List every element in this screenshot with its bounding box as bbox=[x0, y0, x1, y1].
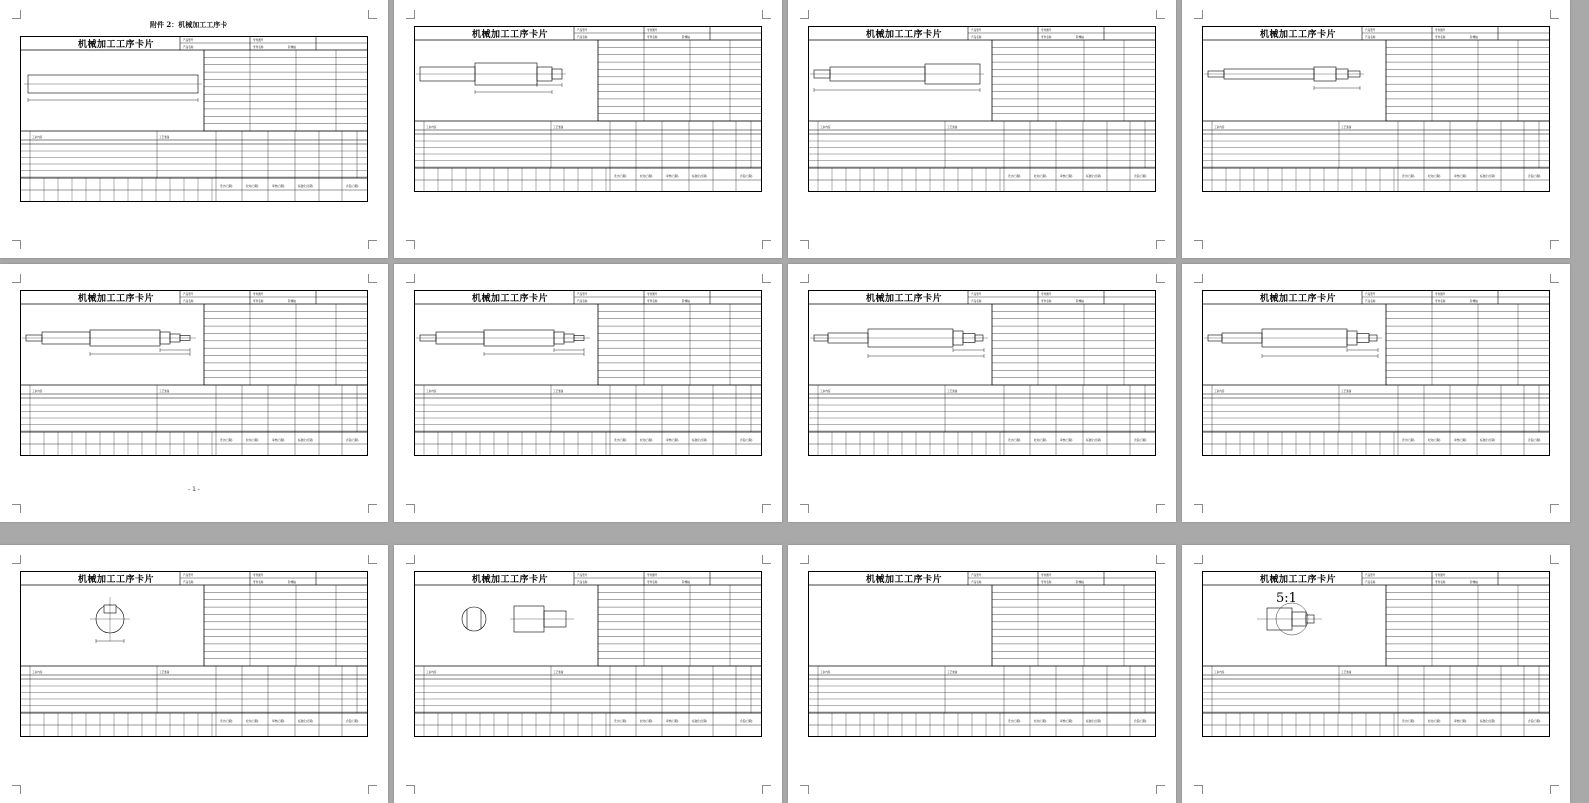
svg-text:设计(日期): 设计(日期) bbox=[1402, 720, 1415, 723]
svg-text:校对(日期): 校对(日期) bbox=[1034, 439, 1047, 442]
crop-mark bbox=[762, 504, 771, 513]
svg-text:产品型号: 产品型号 bbox=[1365, 29, 1376, 32]
crop-mark bbox=[800, 555, 809, 564]
svg-text:工艺装备: 工艺装备 bbox=[159, 136, 170, 139]
crop-mark bbox=[12, 555, 21, 564]
crop-mark bbox=[368, 10, 377, 19]
crop-mark bbox=[1194, 504, 1203, 513]
crop-mark bbox=[406, 240, 415, 249]
svg-text:工步内容: 工步内容 bbox=[426, 390, 437, 393]
svg-text:阶梯轴: 阶梯轴 bbox=[682, 300, 690, 303]
svg-text:工步内容: 工步内容 bbox=[820, 671, 831, 674]
crop-mark bbox=[762, 240, 771, 249]
svg-text:校对(日期): 校对(日期) bbox=[1428, 439, 1441, 442]
part-drawing bbox=[1204, 329, 1382, 358]
card-title: 机械加工工序卡片 bbox=[472, 294, 549, 304]
svg-text:工艺装备: 工艺装备 bbox=[553, 126, 564, 129]
svg-text:设计(日期): 设计(日期) bbox=[1008, 720, 1021, 723]
svg-text:工步内容: 工步内容 bbox=[426, 126, 437, 129]
svg-text:校对(日期): 校对(日期) bbox=[246, 185, 259, 188]
crop-mark bbox=[1194, 240, 1203, 249]
part-drawing bbox=[416, 63, 566, 94]
svg-text:会签(日期): 会签(日期) bbox=[346, 185, 359, 188]
crop-mark bbox=[368, 555, 377, 564]
part-drawing bbox=[24, 75, 202, 102]
card-table bbox=[414, 26, 762, 192]
crop-mark bbox=[1550, 555, 1559, 564]
document-page bbox=[1182, 545, 1570, 803]
svg-text:校对(日期): 校对(日期) bbox=[1034, 175, 1047, 178]
crop-mark bbox=[368, 504, 377, 513]
svg-text:零件名称: 零件名称 bbox=[1435, 581, 1446, 584]
svg-text:产品型号: 产品型号 bbox=[971, 29, 982, 32]
svg-text:标准化(日期): 标准化(日期) bbox=[1480, 175, 1495, 178]
crop-mark bbox=[12, 274, 21, 283]
crop-mark bbox=[12, 504, 21, 513]
svg-text:阶梯轴: 阶梯轴 bbox=[682, 581, 690, 584]
crop-mark bbox=[762, 555, 771, 564]
crop-mark bbox=[762, 274, 771, 283]
svg-text:阶梯轴: 阶梯轴 bbox=[288, 46, 296, 49]
crop-mark bbox=[1550, 504, 1559, 513]
svg-text:产品型号: 产品型号 bbox=[577, 574, 588, 577]
svg-text:零件图号: 零件图号 bbox=[647, 574, 658, 577]
svg-text:产品型号: 产品型号 bbox=[577, 293, 588, 296]
svg-text:阶梯轴: 阶梯轴 bbox=[1470, 36, 1478, 39]
svg-text:校对(日期): 校对(日期) bbox=[640, 175, 653, 178]
process-card bbox=[414, 290, 762, 456]
svg-text:标准化(日期): 标准化(日期) bbox=[1086, 175, 1101, 178]
svg-text:设计(日期): 设计(日期) bbox=[1402, 175, 1415, 178]
svg-text:会签(日期): 会签(日期) bbox=[1134, 175, 1147, 178]
svg-text:产品名称: 产品名称 bbox=[183, 300, 194, 303]
svg-text:零件名称: 零件名称 bbox=[253, 300, 264, 303]
svg-text:会签(日期): 会签(日期) bbox=[346, 439, 359, 442]
svg-text:工艺装备: 工艺装备 bbox=[1341, 126, 1352, 129]
svg-text:零件图号: 零件图号 bbox=[647, 29, 658, 32]
crop-mark bbox=[12, 10, 21, 19]
svg-text:工艺装备: 工艺装备 bbox=[947, 671, 958, 674]
svg-text:零件名称: 零件名称 bbox=[1435, 36, 1446, 39]
svg-text:产品名称: 产品名称 bbox=[183, 46, 194, 49]
svg-text:会签(日期): 会签(日期) bbox=[1528, 439, 1541, 442]
svg-text:零件图号: 零件图号 bbox=[1041, 293, 1052, 296]
part-drawing bbox=[1257, 603, 1322, 635]
card-title: 机械加工工序卡片 bbox=[472, 30, 549, 40]
crop-mark bbox=[1550, 274, 1559, 283]
svg-text:会签(日期): 会签(日期) bbox=[1134, 439, 1147, 442]
part-drawing bbox=[22, 330, 196, 356]
crop-mark bbox=[800, 240, 809, 249]
svg-text:工艺装备: 工艺装备 bbox=[553, 390, 564, 393]
svg-text:零件图号: 零件图号 bbox=[253, 39, 264, 42]
svg-text:设计(日期): 设计(日期) bbox=[614, 439, 627, 442]
process-card bbox=[1202, 26, 1550, 192]
svg-text:校对(日期): 校对(日期) bbox=[246, 439, 259, 442]
svg-text:设计(日期): 设计(日期) bbox=[220, 185, 233, 188]
svg-text:标准化(日期): 标准化(日期) bbox=[1480, 439, 1495, 442]
crop-mark bbox=[368, 274, 377, 283]
svg-text:工步内容: 工步内容 bbox=[820, 390, 831, 393]
card-table bbox=[1202, 26, 1550, 192]
svg-text:零件名称: 零件名称 bbox=[1041, 581, 1052, 584]
svg-text:会签(日期): 会签(日期) bbox=[740, 439, 753, 442]
process-card bbox=[20, 290, 368, 456]
svg-text:产品型号: 产品型号 bbox=[577, 29, 588, 32]
svg-text:工步内容: 工步内容 bbox=[32, 390, 43, 393]
svg-text:校对(日期): 校对(日期) bbox=[640, 439, 653, 442]
part-drawing bbox=[462, 606, 574, 632]
svg-text:产品名称: 产品名称 bbox=[971, 36, 982, 39]
svg-text:设计(日期): 设计(日期) bbox=[1008, 439, 1021, 442]
svg-text:设计(日期): 设计(日期) bbox=[614, 720, 627, 723]
svg-text:工艺装备: 工艺装备 bbox=[159, 390, 170, 393]
svg-text:工艺装备: 工艺装备 bbox=[947, 126, 958, 129]
svg-text:阶梯轴: 阶梯轴 bbox=[1076, 300, 1084, 303]
crop-mark bbox=[1156, 274, 1165, 283]
svg-text:零件图号: 零件图号 bbox=[1435, 293, 1446, 296]
svg-text:工步内容: 工步内容 bbox=[32, 671, 43, 674]
svg-text:产品型号: 产品型号 bbox=[183, 293, 194, 296]
svg-text:设计(日期): 设计(日期) bbox=[614, 175, 627, 178]
svg-text:标准化(日期): 标准化(日期) bbox=[298, 439, 313, 442]
svg-text:产品名称: 产品名称 bbox=[577, 36, 588, 39]
svg-text:设计(日期): 设计(日期) bbox=[1008, 175, 1021, 178]
svg-text:审核(日期): 审核(日期) bbox=[272, 720, 285, 723]
document-page bbox=[788, 0, 1176, 258]
crop-mark bbox=[800, 785, 809, 794]
document-page bbox=[788, 264, 1176, 522]
card-table bbox=[20, 571, 368, 737]
process-card bbox=[20, 571, 368, 737]
svg-text:零件名称: 零件名称 bbox=[647, 36, 658, 39]
svg-text:零件名称: 零件名称 bbox=[1041, 300, 1052, 303]
svg-text:产品名称: 产品名称 bbox=[1365, 36, 1376, 39]
crop-mark bbox=[800, 274, 809, 283]
svg-text:校对(日期): 校对(日期) bbox=[1034, 720, 1047, 723]
svg-text:审核(日期): 审核(日期) bbox=[272, 439, 285, 442]
svg-text:阶梯轴: 阶梯轴 bbox=[1076, 36, 1084, 39]
svg-text:阶梯轴: 阶梯轴 bbox=[682, 36, 690, 39]
svg-text:标准化(日期): 标准化(日期) bbox=[1086, 439, 1101, 442]
svg-text:设计(日期): 设计(日期) bbox=[220, 439, 233, 442]
svg-text:零件名称: 零件名称 bbox=[1041, 36, 1052, 39]
svg-text:零件图号: 零件图号 bbox=[1435, 29, 1446, 32]
svg-text:审核(日期): 审核(日期) bbox=[666, 720, 679, 723]
svg-text:审核(日期): 审核(日期) bbox=[272, 185, 285, 188]
crop-mark bbox=[368, 785, 377, 794]
svg-text:会签(日期): 会签(日期) bbox=[1528, 720, 1541, 723]
svg-text:零件名称: 零件名称 bbox=[647, 300, 658, 303]
svg-text:阶梯轴: 阶梯轴 bbox=[1470, 300, 1478, 303]
process-card bbox=[808, 571, 1156, 737]
svg-text:会签(日期): 会签(日期) bbox=[740, 175, 753, 178]
card-table bbox=[1202, 571, 1550, 737]
svg-text:工艺装备: 工艺装备 bbox=[159, 671, 170, 674]
card-title: 机械加工工序卡片 bbox=[78, 40, 155, 50]
document-page bbox=[394, 264, 782, 522]
card-table bbox=[808, 290, 1156, 456]
svg-text:产品名称: 产品名称 bbox=[1365, 581, 1376, 584]
crop-mark bbox=[368, 240, 377, 249]
svg-text:零件名称: 零件名称 bbox=[253, 581, 264, 584]
part-drawing bbox=[810, 64, 984, 92]
document-page bbox=[0, 264, 388, 522]
svg-text:标准化(日期): 标准化(日期) bbox=[692, 720, 707, 723]
card-title: 机械加工工序卡片 bbox=[866, 294, 943, 304]
process-card bbox=[808, 290, 1156, 456]
svg-text:审核(日期): 审核(日期) bbox=[666, 175, 679, 178]
svg-text:零件名称: 零件名称 bbox=[647, 581, 658, 584]
svg-text:工步内容: 工步内容 bbox=[820, 126, 831, 129]
svg-text:产品型号: 产品型号 bbox=[183, 574, 194, 577]
crop-mark bbox=[406, 504, 415, 513]
document-page bbox=[0, 545, 388, 803]
svg-text:产品型号: 产品型号 bbox=[971, 293, 982, 296]
crop-mark bbox=[1156, 504, 1165, 513]
svg-text:产品型号: 产品型号 bbox=[971, 574, 982, 577]
svg-text:设计(日期): 设计(日期) bbox=[1402, 439, 1415, 442]
svg-text:产品名称: 产品名称 bbox=[971, 581, 982, 584]
crop-mark bbox=[1156, 555, 1165, 564]
svg-text:审核(日期): 审核(日期) bbox=[1060, 439, 1073, 442]
crop-mark bbox=[12, 240, 21, 249]
svg-text:会签(日期): 会签(日期) bbox=[346, 720, 359, 723]
svg-text:审核(日期): 审核(日期) bbox=[1454, 175, 1467, 178]
svg-text:零件图号: 零件图号 bbox=[1041, 574, 1052, 577]
card-table bbox=[20, 290, 368, 456]
crop-mark bbox=[1550, 240, 1559, 249]
card-title: 机械加工工序卡片 bbox=[1260, 30, 1337, 40]
svg-text:审核(日期): 审核(日期) bbox=[1060, 720, 1073, 723]
svg-text:会签(日期): 会签(日期) bbox=[1528, 175, 1541, 178]
svg-text:阶梯轴: 阶梯轴 bbox=[1076, 581, 1084, 584]
card-table bbox=[20, 36, 368, 202]
svg-text:校对(日期): 校对(日期) bbox=[1428, 175, 1441, 178]
crop-mark bbox=[800, 10, 809, 19]
process-card bbox=[414, 571, 762, 737]
card-table bbox=[414, 571, 762, 737]
crop-mark bbox=[1194, 274, 1203, 283]
crop-mark bbox=[12, 785, 21, 794]
svg-text:审核(日期): 审核(日期) bbox=[1454, 720, 1467, 723]
document-page bbox=[394, 0, 782, 258]
scale-label: 5:1 bbox=[1276, 591, 1297, 606]
crop-mark bbox=[1550, 785, 1559, 794]
svg-text:标准化(日期): 标准化(日期) bbox=[298, 720, 313, 723]
svg-text:产品名称: 产品名称 bbox=[577, 581, 588, 584]
card-table bbox=[808, 571, 1156, 737]
svg-text:校对(日期): 校对(日期) bbox=[640, 720, 653, 723]
crop-mark bbox=[1550, 10, 1559, 19]
part-drawing bbox=[90, 597, 130, 643]
part-drawing bbox=[810, 329, 988, 358]
svg-text:校对(日期): 校对(日期) bbox=[1428, 720, 1441, 723]
svg-text:工艺装备: 工艺装备 bbox=[1341, 390, 1352, 393]
svg-text:会签(日期): 会签(日期) bbox=[1134, 720, 1147, 723]
card-table bbox=[414, 290, 762, 456]
crop-mark bbox=[762, 10, 771, 19]
svg-text:工步内容: 工步内容 bbox=[1214, 126, 1225, 129]
document-page bbox=[1182, 264, 1570, 522]
crop-mark bbox=[762, 785, 771, 794]
svg-text:标准化(日期): 标准化(日期) bbox=[692, 175, 707, 178]
svg-text:工艺装备: 工艺装备 bbox=[1341, 671, 1352, 674]
page-number: - 1 - bbox=[188, 486, 200, 493]
svg-text:零件图号: 零件图号 bbox=[1041, 29, 1052, 32]
crop-mark bbox=[1194, 10, 1203, 19]
svg-text:标准化(日期): 标准化(日期) bbox=[298, 185, 313, 188]
process-card bbox=[808, 26, 1156, 192]
card-title: 机械加工工序卡片 bbox=[1260, 294, 1337, 304]
crop-mark bbox=[800, 504, 809, 513]
part-drawing bbox=[416, 330, 590, 356]
svg-text:阶梯轴: 阶梯轴 bbox=[288, 300, 296, 303]
svg-text:审核(日期): 审核(日期) bbox=[1454, 439, 1467, 442]
svg-text:产品名称: 产品名称 bbox=[577, 300, 588, 303]
crop-mark bbox=[1156, 785, 1165, 794]
document-page bbox=[0, 0, 388, 258]
svg-text:工步内容: 工步内容 bbox=[1214, 390, 1225, 393]
crop-mark bbox=[406, 10, 415, 19]
svg-text:工步内容: 工步内容 bbox=[426, 671, 437, 674]
card-title: 机械加工工序卡片 bbox=[866, 575, 943, 585]
svg-text:设计(日期): 设计(日期) bbox=[220, 720, 233, 723]
svg-text:产品型号: 产品型号 bbox=[1365, 574, 1376, 577]
document-page bbox=[394, 545, 782, 803]
crop-mark bbox=[406, 274, 415, 283]
svg-text:标准化(日期): 标准化(日期) bbox=[692, 439, 707, 442]
svg-text:工步内容: 工步内容 bbox=[1214, 671, 1225, 674]
process-card bbox=[20, 36, 368, 202]
card-title: 机械加工工序卡片 bbox=[78, 294, 155, 304]
svg-text:审核(日期): 审核(日期) bbox=[666, 439, 679, 442]
svg-text:工艺装备: 工艺装备 bbox=[947, 390, 958, 393]
document-page bbox=[1182, 0, 1570, 258]
svg-text:阶梯轴: 阶梯轴 bbox=[288, 581, 296, 584]
appendix-heading: 附件 2：机械加工工序卡 bbox=[150, 20, 228, 29]
svg-text:产品型号: 产品型号 bbox=[183, 39, 194, 42]
process-card bbox=[1202, 571, 1550, 737]
svg-text:零件名称: 零件名称 bbox=[1435, 300, 1446, 303]
card-title: 机械加工工序卡片 bbox=[1260, 575, 1337, 585]
svg-text:工步内容: 工步内容 bbox=[32, 136, 43, 139]
svg-text:零件图号: 零件图号 bbox=[253, 293, 264, 296]
svg-text:会签(日期): 会签(日期) bbox=[740, 720, 753, 723]
svg-text:产品名称: 产品名称 bbox=[1365, 300, 1376, 303]
svg-text:零件图号: 零件图号 bbox=[1435, 574, 1446, 577]
card-table bbox=[1202, 290, 1550, 456]
card-title: 机械加工工序卡片 bbox=[78, 575, 155, 585]
svg-text:审核(日期): 审核(日期) bbox=[1060, 175, 1073, 178]
process-card bbox=[414, 26, 762, 192]
svg-text:产品名称: 产品名称 bbox=[183, 581, 194, 584]
crop-mark bbox=[406, 785, 415, 794]
svg-text:标准化(日期): 标准化(日期) bbox=[1086, 720, 1101, 723]
process-card bbox=[1202, 290, 1550, 456]
svg-text:产品名称: 产品名称 bbox=[971, 300, 982, 303]
crop-mark bbox=[1194, 555, 1203, 564]
svg-text:零件名称: 零件名称 bbox=[253, 46, 264, 49]
svg-text:产品型号: 产品型号 bbox=[1365, 293, 1376, 296]
crop-mark bbox=[1194, 785, 1203, 794]
svg-text:校对(日期): 校对(日期) bbox=[246, 720, 259, 723]
card-title: 机械加工工序卡片 bbox=[866, 30, 943, 40]
card-table bbox=[808, 26, 1156, 192]
part-drawing bbox=[1204, 67, 1364, 90]
svg-text:工艺装备: 工艺装备 bbox=[553, 671, 564, 674]
crop-mark bbox=[1156, 240, 1165, 249]
svg-text:标准化(日期): 标准化(日期) bbox=[1480, 720, 1495, 723]
svg-text:零件图号: 零件图号 bbox=[647, 293, 658, 296]
crop-mark bbox=[406, 555, 415, 564]
svg-text:零件图号: 零件图号 bbox=[253, 574, 264, 577]
card-title: 机械加工工序卡片 bbox=[472, 575, 549, 585]
svg-text:阶梯轴: 阶梯轴 bbox=[1470, 581, 1478, 584]
crop-mark bbox=[1156, 10, 1165, 19]
document-page bbox=[788, 545, 1176, 803]
